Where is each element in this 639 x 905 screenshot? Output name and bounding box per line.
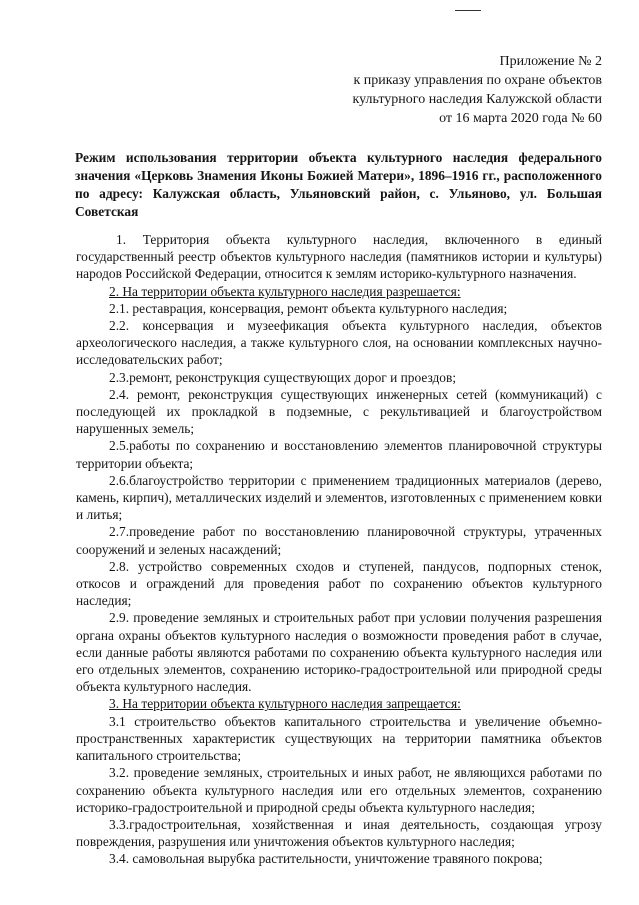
appendix-number: Приложение № 2 [499, 54, 602, 69]
paragraph-2-3: 2.3.ремонт, реконструкция существующих дорог и проездов; [109, 369, 457, 385]
appendix-order-line: к приказу управления по охране объектов [353, 73, 602, 88]
top-mark [455, 10, 481, 11]
paragraph-2-2: 2.2. консервация и музеефикация объекта культурного наследия, объектов археологического наследия, а также культурного слоя, на основании комплексных научно-исследовательских работ; [76, 318, 602, 368]
paragraph-3-4: 3.4. самовольная вырубка растительности, уничтожение травяного покрова; [109, 851, 543, 867]
paragraph-2-7: 2.7.проведение работ по восстановлению планировочной структуры, утраченных сооружений и зеленых насаждений; [76, 524, 602, 557]
document-title: Режим использования территории объекта культурного наследия федерального значения «Церковь Знамения Иконы Божией Матери», 1896–1916 гг., расположенного по адресу: Калужская область, Ульяновский район, с. Ульяново, ул. Большая Советская [75, 150, 602, 219]
paragraph-3-1: 3.1 строительство объектов капитального строительства и увеличение объемно-пространственных характеристик существующих на территории памятника объектов капитального строительства; [76, 713, 602, 764]
paragraph-3-2: 3.2. проведение земляных, строительных и иных работ, не являющихся работами по сохранению объекта культурного наследия или его отдельных элементов, сохранению историко-градостроительной и природной среды объекта культурного наследия; [76, 765, 602, 815]
paragraph-3-3: 3.3.градостроительная, хозяйственная и иная деятельность, создающая угрозу повреждения, разрушения или уничтожения объектов культурного наследия; [76, 816, 602, 850]
paragraph-2-9: 2.9. проведение земляных и строительных работ при условии получения разрешения органа охраны объектов культурного наследия о возможности проведения работ в случае, если данные работы являются работами по сохранению объекта культурного наследия или его отдельных элементов, сохранению историко-градостроительной или природной среды объекта культурного наследия. [76, 610, 602, 695]
paragraph-1: 1. Территория объекта культурного наследия, включенного в единый государственный реестр объектов культурного наследия (памятников истории и культуры) народов Российской Федерации, относится к землям историко-культурного назначения. [76, 232, 602, 282]
paragraph-2-4: 2.4. ремонт, реконструкция существующих инженерных сетей (коммуникаций) с последующей их прокладкой в подземные, с рекультивацией и благоустройством нарушенных земель; [76, 386, 602, 437]
section-3-heading: 3. На территории объекта культурного наследия запрещается: [109, 696, 461, 712]
paragraph-2-6: 2.6.благоустройство территории с применением традиционных материалов (дерево, камень, кирпич), металлических изделий и элементов, изготовленных с применением ковки и литья; [76, 472, 602, 523]
section-2-heading: 2. На территории объекта культурного наследия разрешается: [109, 283, 461, 299]
appendix-header [353, 52, 602, 128]
paragraph-2-1: 2.1. реставрация, консервация, ремонт объекта культурного наследия; [109, 300, 508, 316]
document-body [76, 231, 602, 868]
appendix-date-line: от 16 марта 2020 года № 60 [439, 111, 602, 126]
appendix-authority-line: культурного наследия Калужской области [352, 92, 602, 107]
paragraph-2-8: 2.8. устройство современных сходов и ступеней, пандусов, подпорных стенок, откосов и ограждений для проведения работ по сохранению объектов культурного наследия; [76, 558, 602, 609]
paragraph-2-5: 2.5.работы по сохранению и восстановлению элементов планировочной структуры территории объекта; [76, 438, 602, 471]
